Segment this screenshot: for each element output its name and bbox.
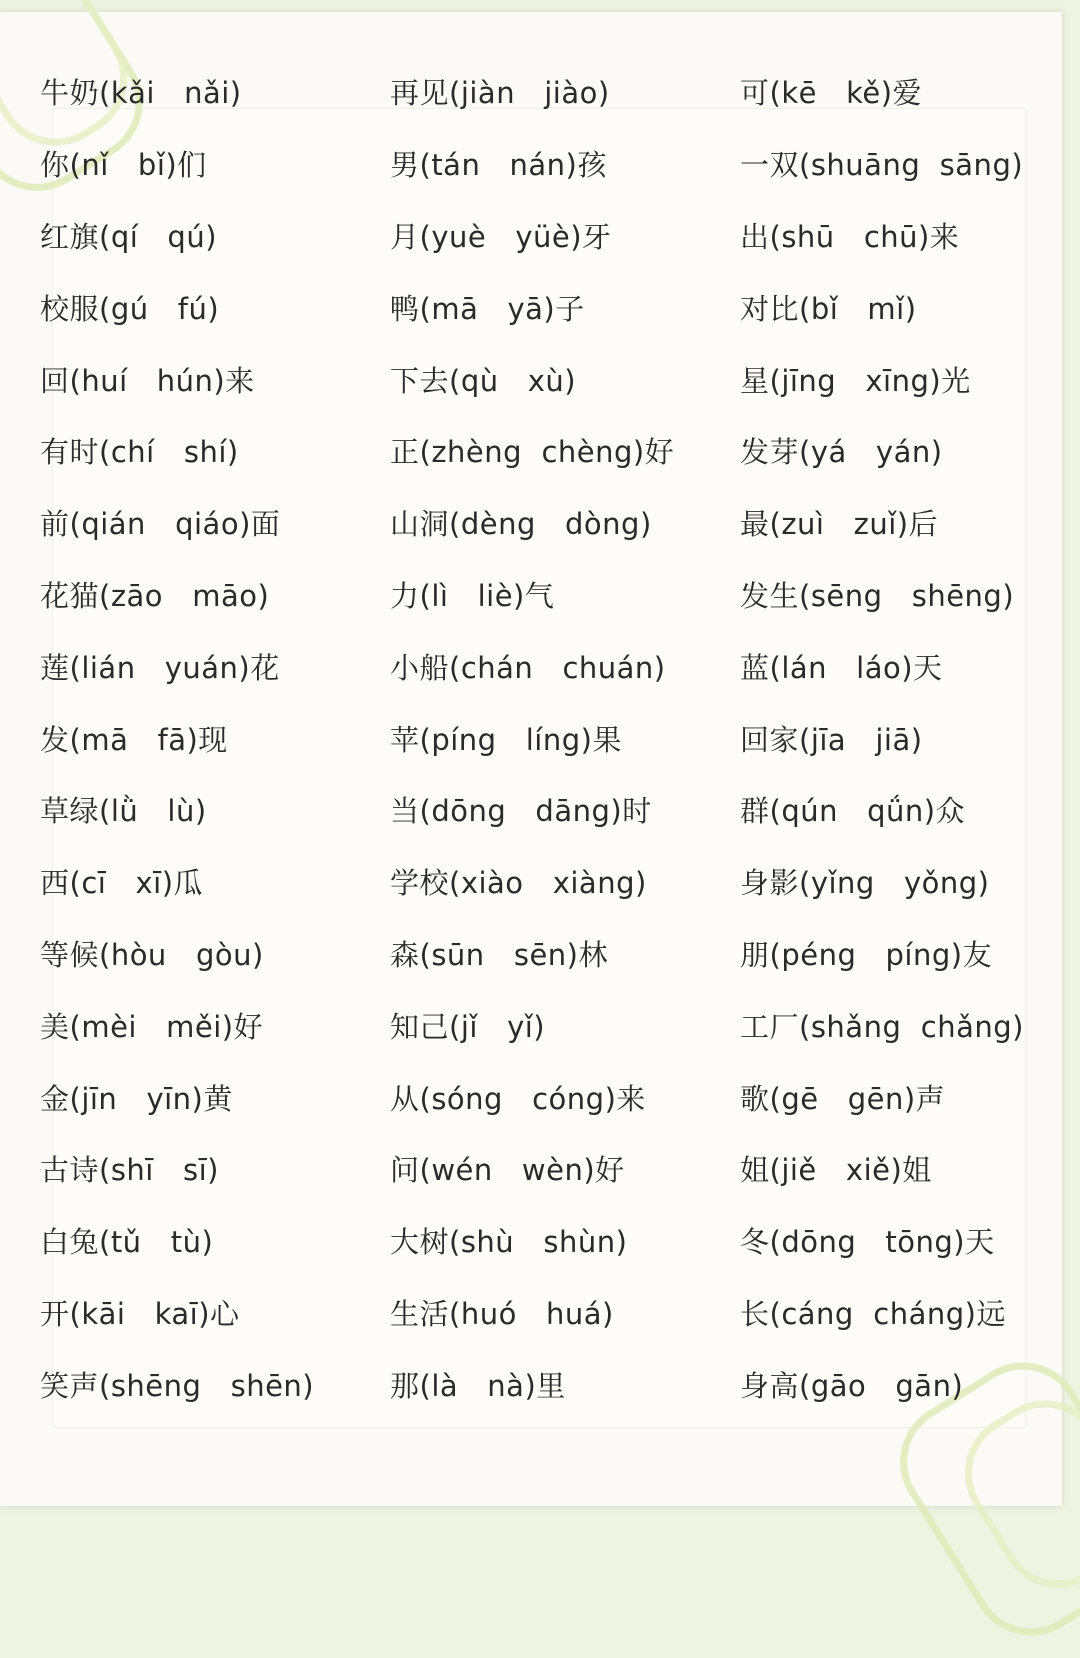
pinyin-item-r11-c2: 当(dōng dāng)时: [390, 794, 652, 829]
pinyin-item-r12-c1: 西(cī xī)瓜: [40, 866, 204, 901]
pinyin-item-r9-c2: 小船(chán chuán): [390, 650, 666, 685]
pinyin-item-r18-c1: 开(kāi kaī)心: [40, 1296, 240, 1331]
pinyin-item-r19-c3: 身高(gāo gān): [740, 1368, 964, 1403]
pinyin-item-r17-c2: 大树(shù shùn): [390, 1225, 628, 1260]
pinyin-item-r5-c3: 星(jīng xīng)光: [740, 363, 971, 398]
pinyin-item-r10-c2: 苹(píng líng)果: [390, 722, 622, 757]
pinyin-item-r16-c3: 姐(jiě xiě)姐: [740, 1153, 932, 1188]
pinyin-item-r1-c1: 牛奶(kǎi nǎi): [40, 76, 242, 111]
pinyin-item-r13-c3: 朋(péng píng)友: [740, 937, 993, 972]
pinyin-item-r8-c3: 发生(sēng shēng): [740, 578, 1015, 613]
pinyin-item-r13-c1: 等候(hòu gòu): [40, 937, 264, 972]
pinyin-item-r9-c1: 莲(lián yuán)花: [40, 650, 280, 685]
pinyin-item-r2-c3: 一双(shuāng sāng): [740, 148, 1024, 183]
pinyin-item-r9-c3: 蓝(lán láo)天: [740, 650, 943, 685]
pinyin-item-r15-c1: 金(jīn yīn)黄: [40, 1081, 233, 1116]
pinyin-item-r2-c1: 你(nǐ bǐ)们: [40, 148, 207, 183]
pinyin-item-r2-c2: 男(tán nán)孩: [390, 148, 607, 183]
pinyin-item-r6-c3: 发芽(yá yán): [740, 435, 943, 470]
pinyin-item-r4-c1: 校服(gú fú): [40, 291, 220, 326]
pinyin-item-r5-c2: 下去(qù xù): [390, 363, 577, 398]
pinyin-item-r17-c3: 冬(dōng tōng)天: [740, 1225, 995, 1260]
pinyin-item-r11-c1: 草绿(lǜ lù): [40, 794, 207, 829]
pinyin-item-r12-c2: 学校(xiào xiàng): [390, 866, 647, 901]
pinyin-item-r8-c2: 力(lì liè)气: [390, 578, 555, 613]
pinyin-item-r6-c2: 正(zhèng chèng)好: [390, 435, 675, 470]
pinyin-item-r18-c2: 生活(huó huá): [390, 1296, 614, 1331]
pinyin-item-r14-c3: 工厂(shǎng chǎng): [740, 1009, 1024, 1044]
pinyin-item-r1-c2: 再见(jiàn jiào): [390, 76, 610, 111]
pinyin-item-r8-c1: 花猫(zāo māo): [40, 578, 270, 613]
pinyin-item-r18-c3: 长(cáng cháng)远: [740, 1296, 1006, 1331]
pinyin-item-r3-c1: 红旗(qí qú): [40, 219, 218, 254]
pinyin-item-r10-c3: 回家(jīa jiā): [740, 722, 923, 757]
pinyin-choice-grid: [40, 56, 1040, 1420]
pinyin-item-r15-c3: 歌(gē gēn)声: [740, 1081, 946, 1116]
pinyin-item-r16-c2: 问(wén wèn)好: [390, 1153, 625, 1188]
pinyin-item-r11-c3: 群(qún qǘn)众: [740, 794, 966, 829]
pinyin-item-r19-c1: 笑声(shēng shēn): [40, 1368, 315, 1403]
pinyin-item-r10-c1: 发(mā fā)现: [40, 722, 228, 757]
pinyin-item-r7-c1: 前(qián qiáo)面: [40, 507, 281, 542]
pinyin-item-r14-c2: 知己(jǐ yǐ): [390, 1009, 546, 1044]
pinyin-item-r19-c2: 那(là nà)里: [390, 1368, 566, 1403]
worksheet-page: [0, 12, 1062, 1506]
pinyin-item-r15-c2: 从(sóng cóng)来: [390, 1081, 646, 1116]
pinyin-item-r6-c1: 有时(chí shí): [40, 435, 239, 470]
pinyin-item-r3-c2: 月(yuè yüè)牙: [390, 219, 612, 254]
pinyin-item-r12-c3: 身影(yǐng yǒng): [740, 866, 990, 901]
pinyin-item-r1-c3: 可(kē kě)爱: [740, 76, 923, 111]
pinyin-item-r14-c1: 美(mèi měi)好: [40, 1009, 264, 1044]
pinyin-item-r7-c3: 最(zuì zuǐ)后: [740, 507, 939, 542]
pinyin-item-r16-c1: 古诗(shī sī): [40, 1153, 219, 1188]
pinyin-item-r13-c2: 森(sūn sēn)林: [390, 937, 608, 972]
pinyin-item-r3-c3: 出(shū chū)来: [740, 219, 960, 254]
pinyin-item-r17-c1: 白兔(tǔ tù): [40, 1225, 214, 1260]
pinyin-item-r4-c3: 对比(bǐ mǐ): [740, 291, 917, 326]
pinyin-item-r4-c2: 鸭(mā yā)子: [390, 291, 585, 326]
pinyin-item-r5-c1: 回(huí hún)来: [40, 363, 255, 398]
pinyin-item-r7-c2: 山洞(dèng dòng): [390, 507, 652, 542]
